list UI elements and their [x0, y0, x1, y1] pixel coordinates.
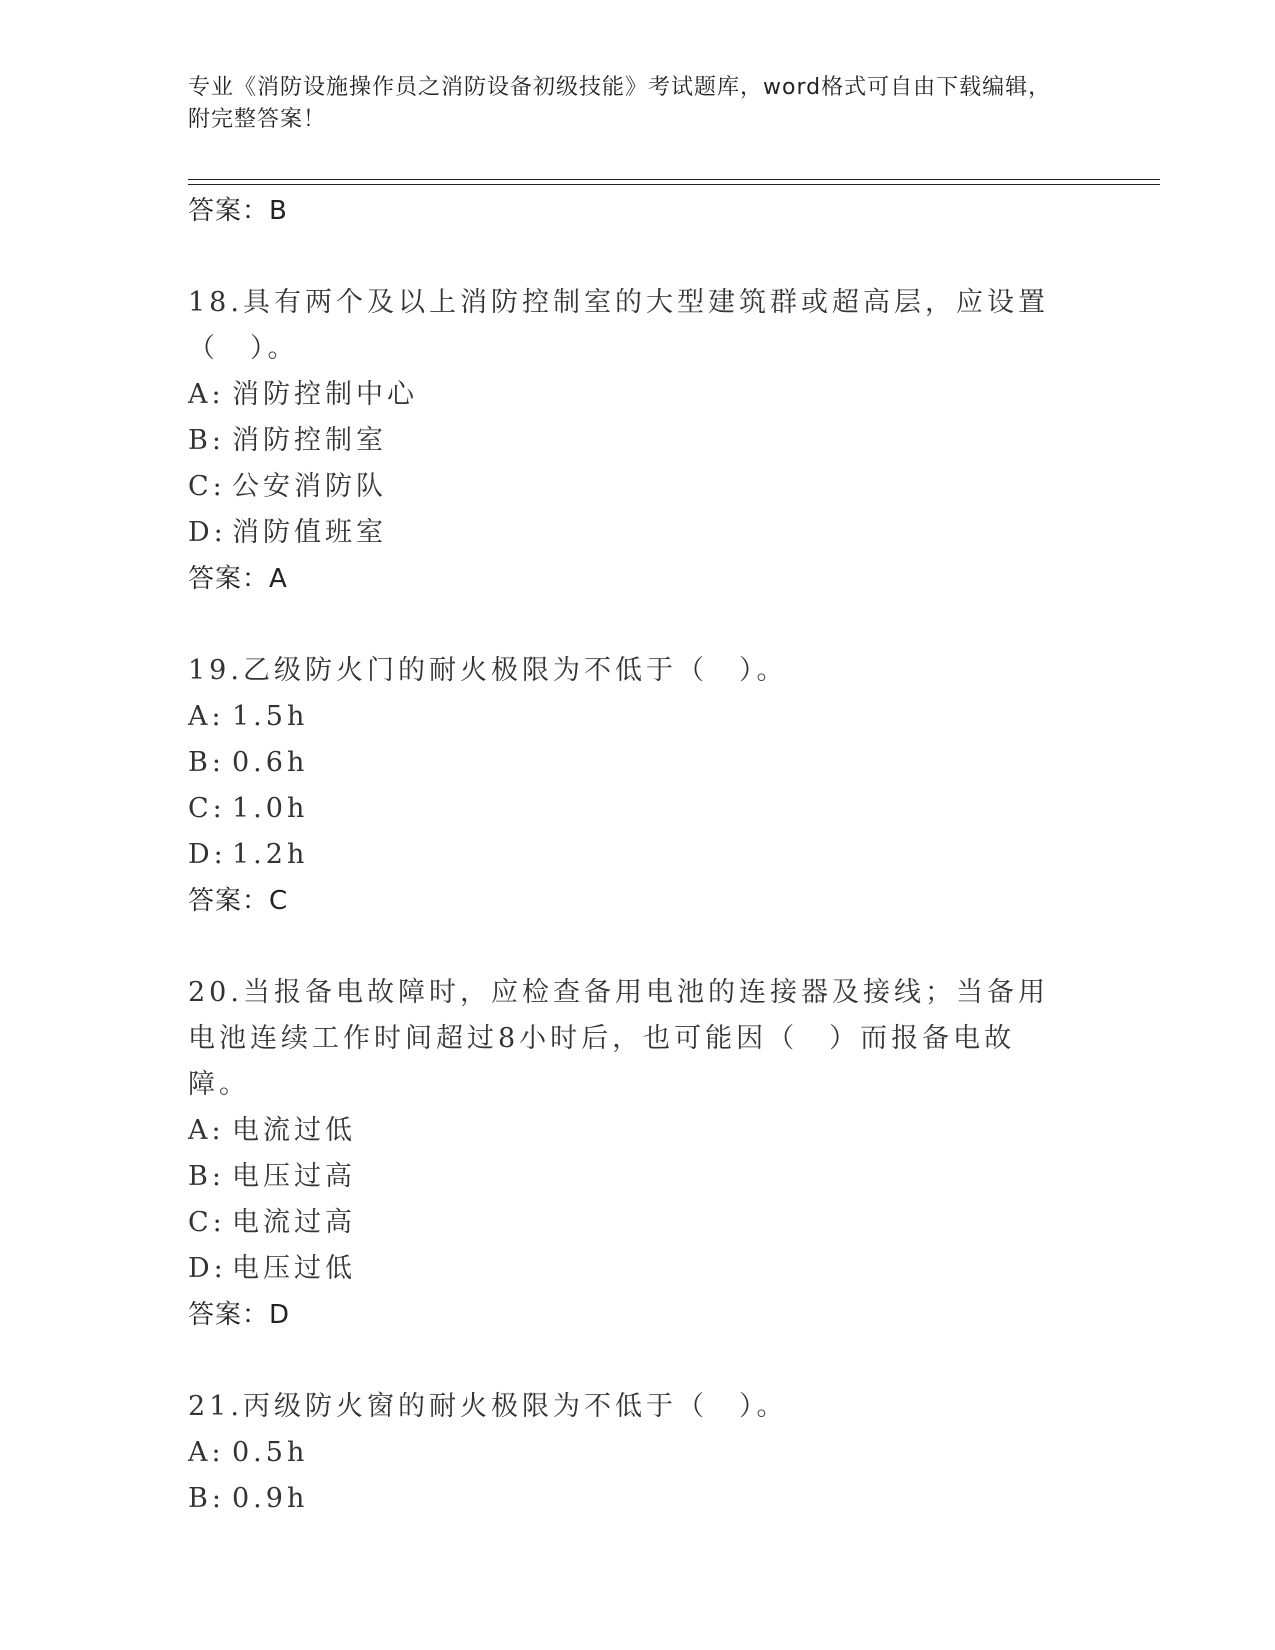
- option-c: [188, 1200, 1068, 1246]
- option-d: [188, 510, 1068, 556]
- option-text: 0.5h: [232, 1437, 309, 1468]
- question-text: 18.具有两个及以上消防控制室的大型建筑群或超高层，应设置（ ）。: [188, 287, 1049, 364]
- option-a: [188, 1108, 1068, 1154]
- option-key: A:: [188, 701, 225, 732]
- option-text: 0.9h: [232, 1483, 309, 1514]
- option-a: [188, 372, 1068, 418]
- header-divider-line-2: [188, 184, 1160, 185]
- option-b: [188, 418, 1068, 464]
- option-text: 消防控制室: [232, 425, 387, 456]
- question-item: [188, 280, 1068, 602]
- option-text: 1.5h: [232, 701, 309, 732]
- option-key: D:: [188, 839, 227, 870]
- answer-line: 答案：A: [188, 564, 288, 594]
- option-b: [188, 1476, 1068, 1522]
- option-text: 电流过低: [232, 1115, 356, 1146]
- option-key: C:: [188, 1207, 226, 1238]
- option-d: [188, 832, 1068, 878]
- option-text: 公安消防队: [232, 471, 387, 502]
- option-text: 电压过高: [232, 1161, 356, 1192]
- question-text: 21.丙级防火窗的耐火极限为不低于（ ）。: [188, 1391, 788, 1422]
- question-item: [188, 648, 1068, 924]
- option-key: B:: [188, 425, 225, 456]
- option-text: 消防值班室: [232, 517, 387, 548]
- option-text: 消防控制中心: [232, 379, 418, 410]
- answer-line: 答案：D: [188, 1300, 291, 1330]
- option-text: 电流过高: [232, 1207, 356, 1238]
- option-text: 电压过低: [232, 1253, 356, 1284]
- option-key: B:: [188, 747, 225, 778]
- question-item: [188, 970, 1068, 1338]
- answer-line: 答案：C: [188, 886, 289, 916]
- option-key: C:: [188, 793, 226, 824]
- option-a: [188, 1430, 1068, 1476]
- option-a: [188, 694, 1068, 740]
- option-key: B:: [188, 1483, 225, 1514]
- option-b: [188, 740, 1068, 786]
- question-text: 20.当报备电故障时，应检查备用电池的连接器及接线；当备用电池连续工作时间超过8小时后，也可能因（ ）而报备电故障。: [188, 977, 1049, 1100]
- option-c: [188, 464, 1068, 510]
- option-key: A:: [188, 379, 225, 410]
- option-c: [188, 786, 1068, 832]
- option-text: 0.6h: [232, 747, 309, 778]
- option-b: [188, 1154, 1068, 1200]
- question-item: [188, 1384, 1068, 1522]
- option-key: C:: [188, 471, 226, 502]
- option-text: 1.0h: [232, 793, 309, 824]
- option-key: A:: [188, 1437, 225, 1468]
- document-header: 专业《消防设施操作员之消防设备初级技能》考试题库，word格式可自由下载编辑，附完整答案！: [188, 75, 1052, 132]
- option-key: A:: [188, 1115, 225, 1146]
- option-d: [188, 1246, 1068, 1292]
- option-text: 1.2h: [232, 839, 309, 870]
- answer-line: 答案：B: [188, 196, 288, 226]
- question-text: 19.乙级防火门的耐火极限为不低于（ ）。: [188, 655, 788, 686]
- option-key: B:: [188, 1161, 225, 1192]
- question-list: [188, 188, 1068, 1522]
- header-divider-line: [188, 179, 1160, 180]
- option-key: D:: [188, 1253, 227, 1284]
- option-key: D:: [188, 517, 227, 548]
